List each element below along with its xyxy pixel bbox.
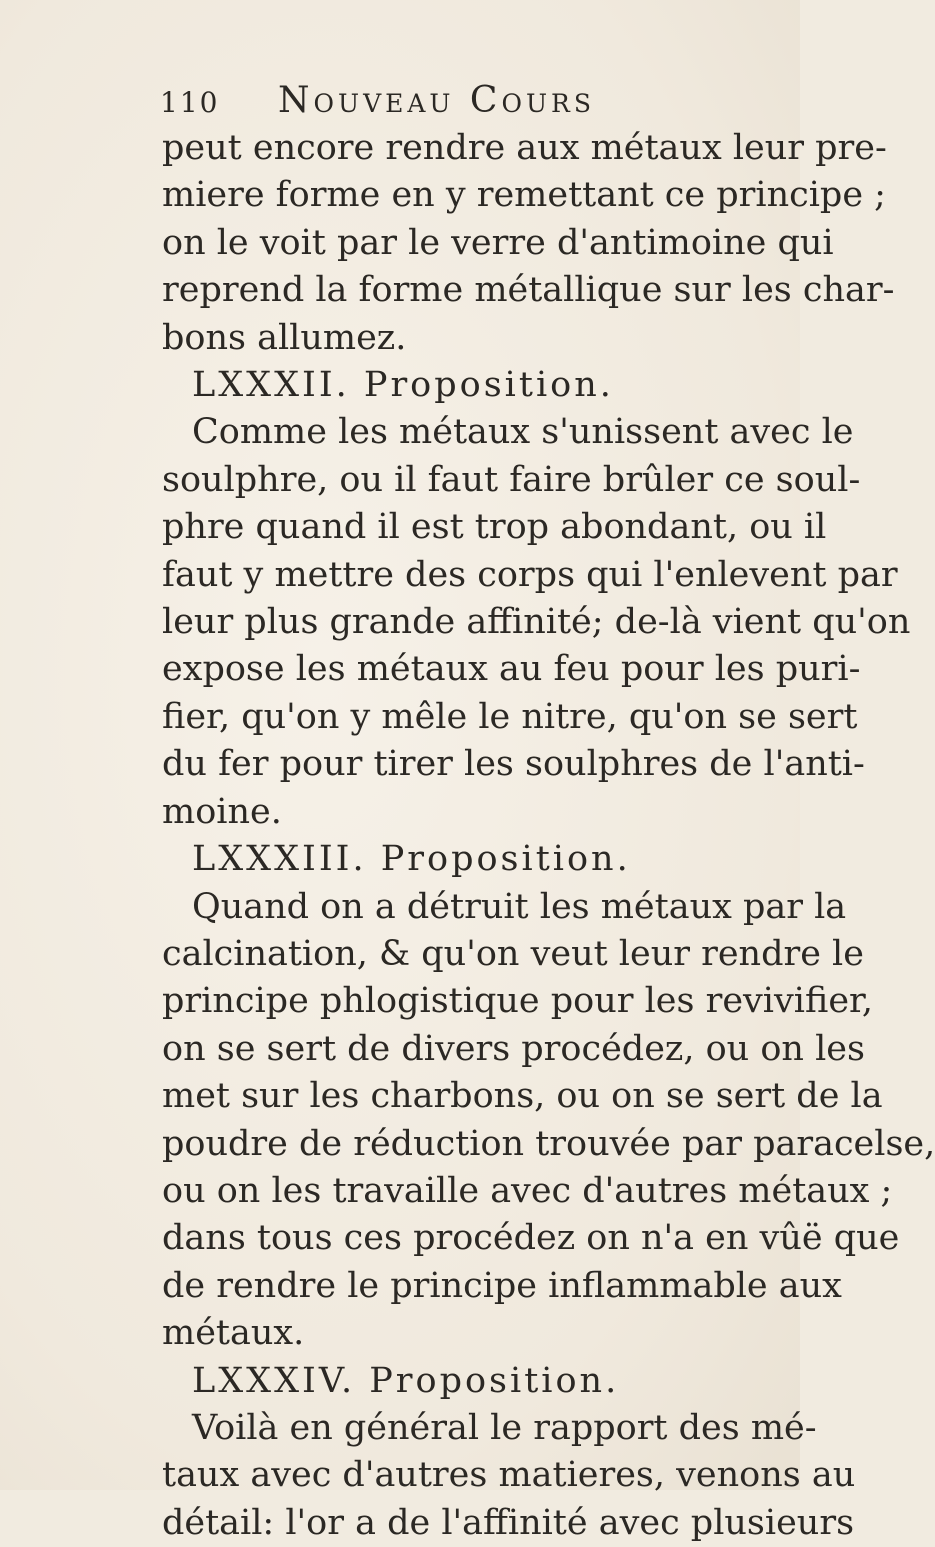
text-line: Voilà en général le rapport des mé-	[192, 1407, 817, 1448]
section-heading-text: LXXXIV. Proposition.	[192, 1360, 620, 1401]
text-line: ou on les travaille avec d'autres métaux ;	[162, 1170, 893, 1211]
text-line: on se sert de divers procédez, ou on les	[162, 1028, 865, 1069]
text-line: fier, qu'on y mêle le nitre, qu'on se sert	[162, 696, 858, 737]
section-heading-text: LXXXII. Proposition.	[192, 365, 614, 406]
text-line: faut y mettre des corps qui l'enlevent par	[162, 554, 898, 595]
text-line: expose les métaux au feu pour les puri-	[162, 649, 861, 690]
section-heading	[162, 836, 756, 883]
text-line: reprend la forme métallique sur les char-	[162, 270, 895, 311]
text-line: bons allumez.	[162, 317, 407, 358]
text-line: peut encore rendre aux métaux leur pre-	[162, 128, 887, 168]
running-head: Nouveau Cours	[278, 80, 595, 121]
text-line: poudre de réduction trouvée par paracelse,	[162, 1123, 935, 1164]
text-line: du fer pour tirer les soulphres de l'anti-	[162, 744, 865, 785]
section-heading-text: LXXXIII. Proposition.	[192, 839, 631, 880]
text-line: soulphre, ou il faut faire brûler ce soul-	[162, 459, 861, 500]
text-line: miere forme en y remettant ce principe ;	[162, 175, 886, 216]
text-line: taux avec d'autres matieres, venons au	[162, 1455, 856, 1496]
text-line: métaux.	[162, 1313, 305, 1354]
page-number: 110	[160, 86, 220, 119]
text-line: Comme les métaux s'unissent avec le	[192, 412, 854, 453]
text-line: met sur les charbons, ou on se sert de la	[162, 1076, 883, 1117]
page-body	[162, 125, 935, 1547]
section-heading	[162, 362, 756, 409]
text-line: dans tous ces procédez on n'a en vûë que	[162, 1218, 900, 1259]
text-line: moine.	[162, 791, 282, 832]
section-heading	[162, 1358, 756, 1405]
text-line: principe phlogistique pour les revivifier,	[162, 981, 874, 1022]
text-line: leur plus grande affinité; de-là vient qu'on	[162, 602, 911, 643]
text-line: Quand on a détruit les métaux par la	[192, 886, 847, 927]
text-line: détail: l'or a de l'affinité avec plusieurs	[162, 1502, 855, 1543]
text-line: phre quand il est trop abondant, ou il	[162, 507, 827, 548]
text-line: de rendre le principe inflammable aux	[162, 1265, 842, 1306]
text-line: on le voit par le verre d'antimoine qui	[162, 222, 834, 263]
text-line: calcination, & qu'on veut leur rendre le	[162, 933, 864, 974]
